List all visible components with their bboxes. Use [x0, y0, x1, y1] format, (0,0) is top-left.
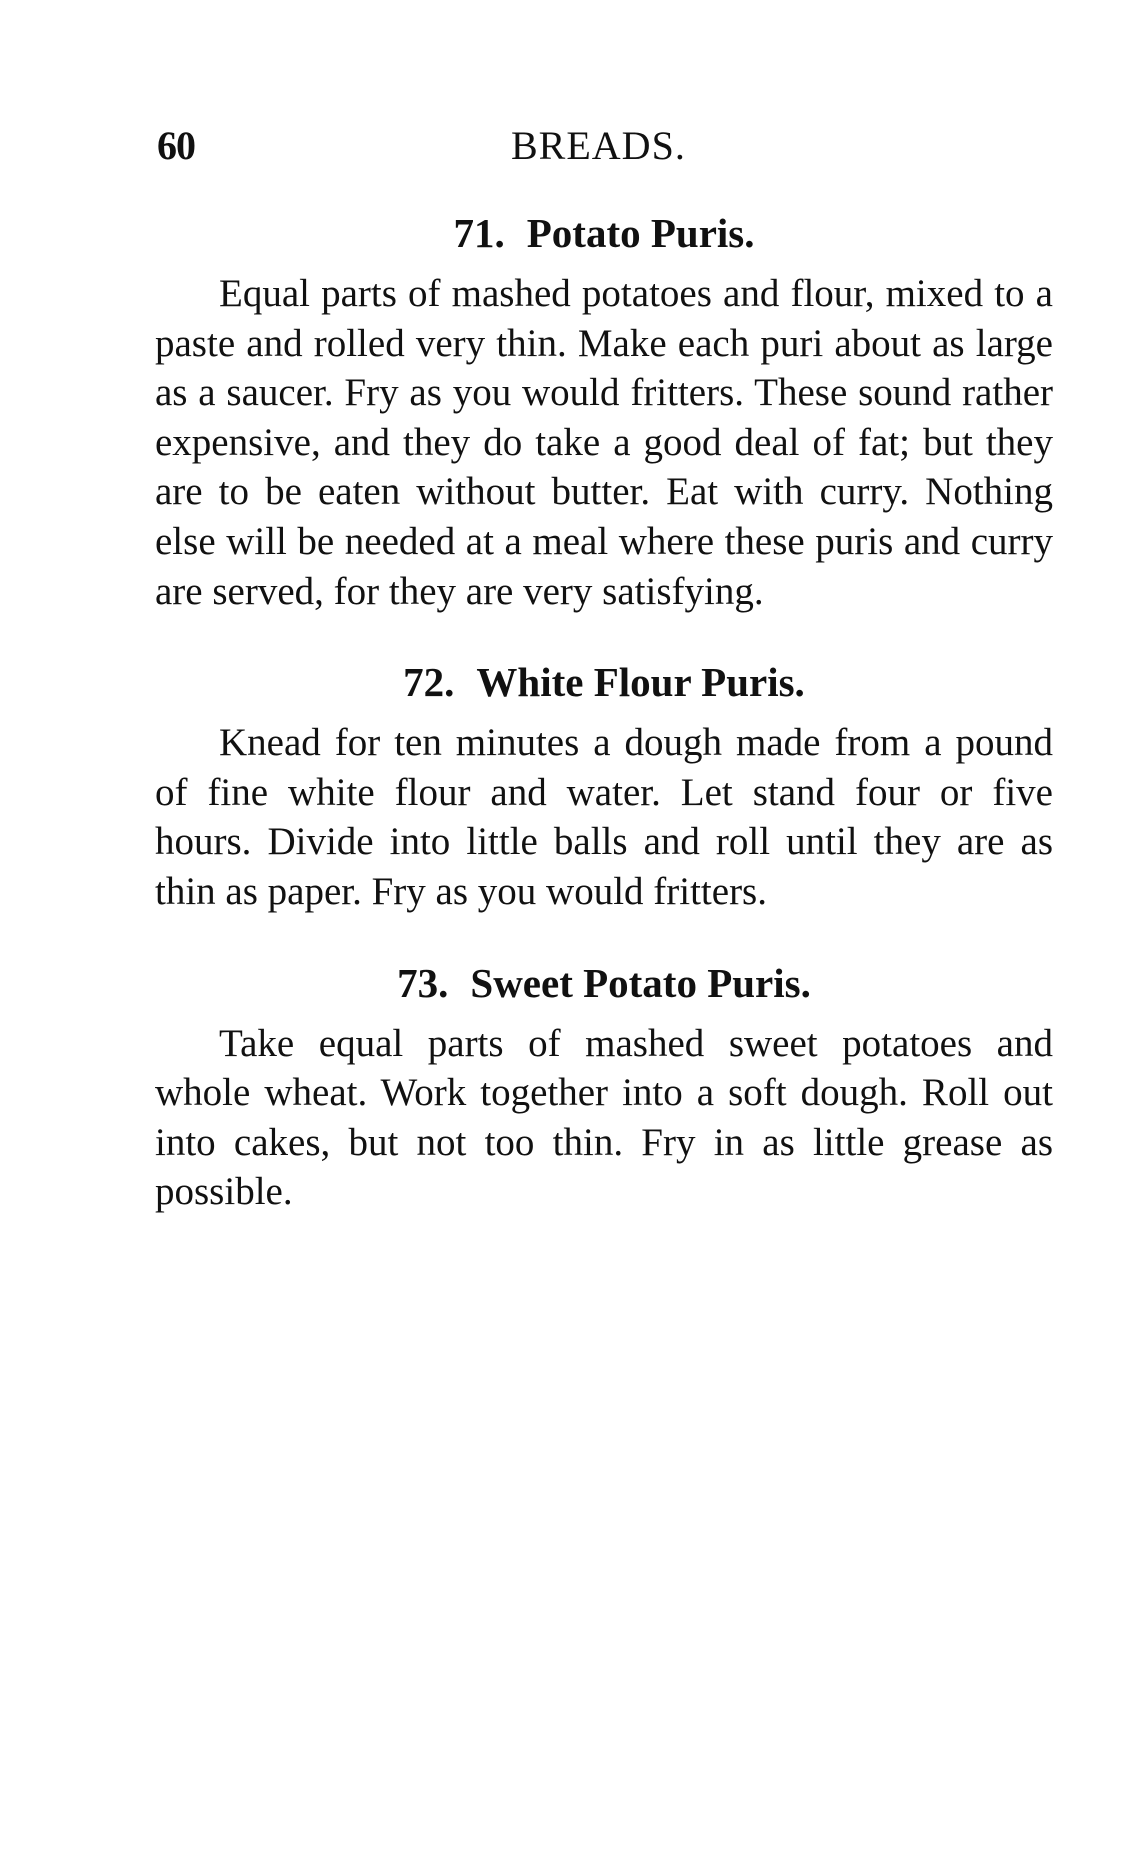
- recipe-heading: [155, 205, 1053, 261]
- recipe-text: Take equal parts of mashed sweet potatoes and whole wheat. Work together into a soft dough. Roll out into cakes, but not too thin. Fry in as little grease as possible.: [155, 1021, 1053, 1214]
- recipe-heading: [155, 955, 1053, 1011]
- recipe-title: Potato Puris.: [526, 210, 755, 256]
- running-head: [157, 122, 1057, 172]
- recipe-number: 73.: [397, 959, 449, 1006]
- recipe-number: 71.: [453, 210, 505, 256]
- recipe-73: [155, 955, 1053, 1217]
- recipe-heading: [155, 654, 1053, 710]
- recipe-text: Equal parts of mashed potatoes and flour, mixed to a paste and rolled very thin. Make each puri about as large as a saucer. Fry as you would fritters. These sound rather expensive, and they do take a good deal of fat; but they are to be eaten without butter. Eat with curry. Nothing else will be needed at a meal where these puris and curry are served, for they are very satisfying.: [155, 272, 1053, 613]
- running-title: BREADS.: [511, 123, 686, 168]
- recipe-title: Sweet Potato Puris.: [470, 959, 811, 1006]
- recipe-title: White Flour Puris.: [476, 659, 805, 706]
- page-number: 60: [157, 123, 195, 168]
- recipe-number: 72.: [403, 659, 455, 706]
- page-content: [155, 205, 1053, 1217]
- recipe-72: [155, 654, 1053, 916]
- recipe-71: [155, 205, 1053, 616]
- recipe-text: Knead for ten minutes a dough made from a pound of fine white flour and water. Let stand four or five hours. Divide into little balls and roll until they are as thin as paper. Fry as you would fritters.: [155, 721, 1053, 913]
